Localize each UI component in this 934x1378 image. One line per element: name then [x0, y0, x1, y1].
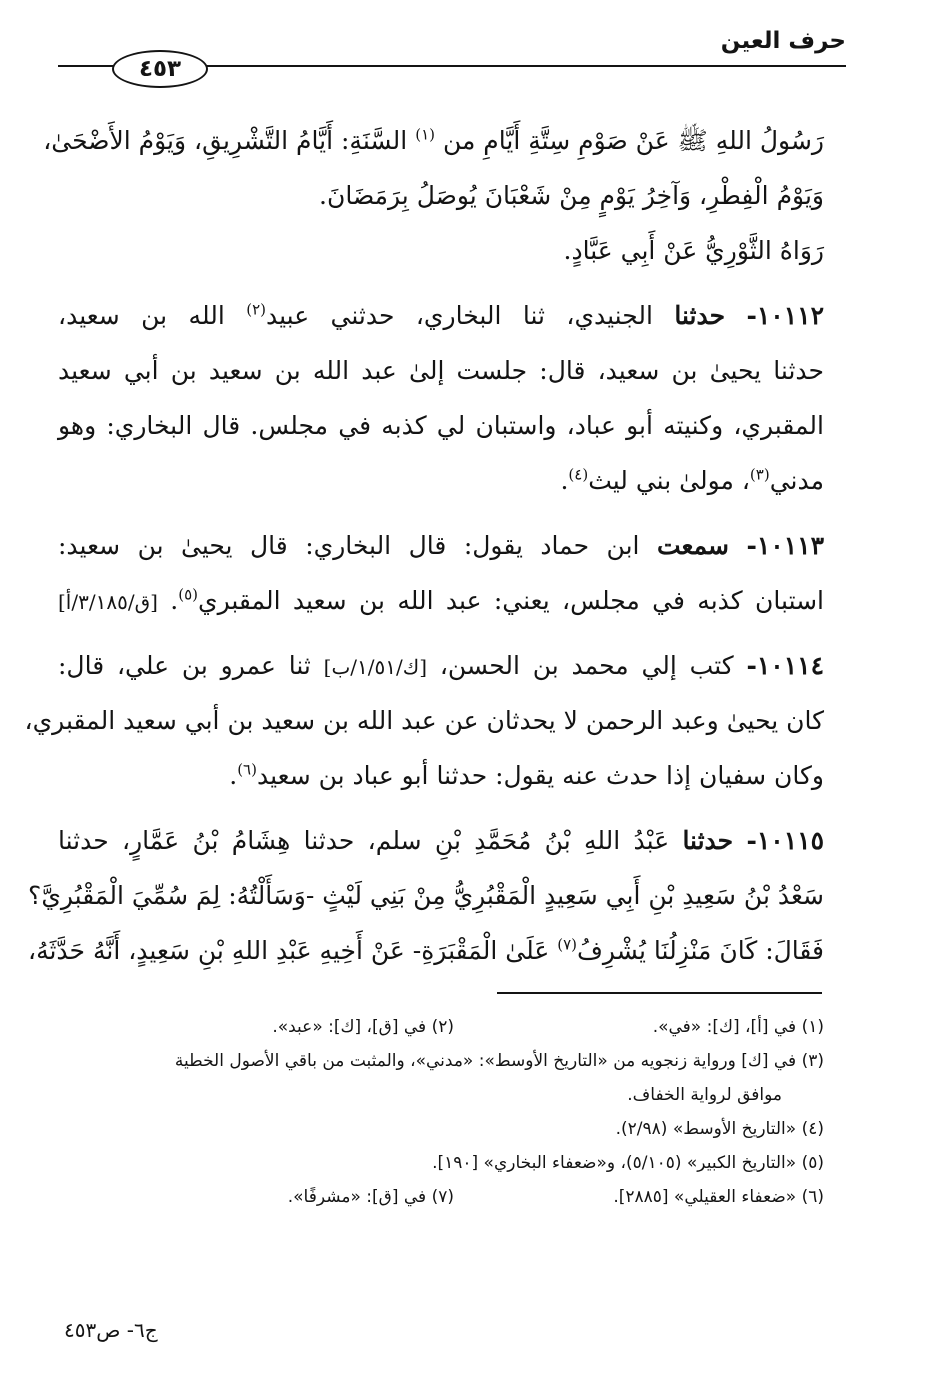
text-run: فَقَالَ: كَانَ مَنْزِلُنَا يُشْرِفُ [577, 936, 824, 965]
hadith-number: ١٠١١٤- [746, 651, 824, 680]
text-line [58, 343, 824, 398]
text-line [58, 638, 824, 693]
text-run: مدني [769, 466, 824, 495]
footnote-item: (٤) «التاريخ الأوسط» (٢/٩٨). [615, 1119, 824, 1139]
text-run: السَّنَةِ: أَيَّامُ التَّشْرِيقِ، وَيَوْمُ الأَضْحَىٰ، [43, 126, 408, 155]
text-run: المقبري، وكنيته أبو عباد، واستبان لي كذبه في مجلس. قال البخاري: وهو [58, 411, 824, 440]
text-run: وكان سفيان إذا حدث عنه يقول: حدثنا أبو عباد بن سعيد [256, 761, 824, 790]
text-run: رَوَاهُ الثَّوْرِيُّ عَنْ أَبِي عَبَّادٍ. [563, 236, 824, 265]
footnote-item: (٦) «ضعفاء العقيلي» [٢٨٨٥]. [613, 1187, 824, 1207]
text-line [58, 748, 824, 803]
text-line [58, 518, 824, 573]
text-run: كتب إلي محمد بن الحسن، [439, 651, 734, 680]
text-run: . [170, 586, 179, 615]
text-run: سَعْدُ بْنُ سَعِيدِ بْنِ أَبِي سَعِيدٍ الْمَقْبُرِيُّ مِنْ بَنِي لَيْثٍ -وَسَأَلْتُهُ: لِمَ سُمِّيَ الْمَقْبُرِيَّ؟ [28, 881, 824, 910]
text-line [28, 868, 824, 923]
text-run: حدثنا يحيىٰ بن سعيد، قال: جلست إلىٰ عبد الله بن سعيد بن أبي سعيد [58, 356, 824, 385]
footnote-marker: (٧) [557, 935, 577, 954]
footnote-line [58, 1044, 824, 1078]
text-run: استبان كذبه في مجلس، يعني: عبد الله بن سعيد المقبري [198, 586, 825, 615]
narration-keyword: سمعت [656, 531, 729, 560]
footnote-line [58, 1146, 824, 1180]
narration-keyword: حدثنا [682, 826, 734, 855]
footnote-marker: (٥) [178, 585, 198, 604]
text-line [58, 813, 824, 868]
hadith-number: ١٠١١٣- [746, 531, 824, 560]
footnotes [58, 1010, 824, 1214]
footnote-item: (٢) في [ق]، [ك]: «عبد». [272, 1017, 454, 1037]
text-run: ، مولىٰ بني ليث [588, 466, 750, 495]
text-line [28, 923, 824, 978]
text-line [58, 288, 824, 343]
text-run: كان يحيىٰ وعبد الرحمن لا يحدثان عن عبد الله بن سعيد بن أبي سعيد المقبري، [24, 706, 824, 735]
footnote-marker: (٣) [749, 465, 770, 484]
chapter-title: حرف العين [720, 28, 846, 54]
footnote-line [58, 1078, 824, 1112]
text-line [24, 693, 824, 748]
text-run: ثنا عمرو بن علي، قال: [58, 651, 311, 680]
text-line [58, 453, 824, 508]
text-line [58, 168, 824, 223]
footnote-marker: (١) [415, 125, 435, 144]
page-number: ٤٥٣ [112, 50, 208, 88]
main-text [24, 113, 825, 978]
footnote-item: (٣) في [ك] ورواية زنجويه من «التاريخ الأوسط»: «مدني»، والمثبت من باقي الأصول الخطية [174, 1051, 824, 1071]
footnote-marker: (٤) [568, 465, 589, 484]
footnote-marker: (٦) [237, 760, 257, 779]
footnote-item: (٧) في [ق]: «مشرفًا». [287, 1187, 454, 1207]
text-run: وَيَوْمُ الْفِطْرِ، وَآخِرُ يَوْمٍ مِنْ شَعْبَانَ يُوصَلُ بِرَمَضَانَ. [319, 181, 824, 210]
text-run: الله بن سعيد، [58, 301, 225, 330]
text-line [58, 573, 824, 628]
manuscript-ref: [ق/٣/١٨٥/أ] [58, 590, 158, 614]
text-line [58, 223, 824, 278]
text-run: ابن حماد يقول: قال البخاري: قال يحيىٰ بن سعيد: [58, 531, 640, 560]
footnote-marker: (٢) [246, 300, 266, 319]
text-line [58, 398, 824, 453]
text-run: رَسُولُ اللهِ ﷺ عَنْ صَوْمِ سِتَّةِ أَيَّامِ من [442, 126, 824, 155]
footnote-item: (٥) «التاريخ الكبير» (٥/١٠٥)، و«ضعفاء البخاري» [١٩٠]. [432, 1153, 824, 1173]
text-run: . [229, 761, 238, 790]
text-run: عَبْدُ اللهِ بْنُ مُحَمَّدِ بْنِ سلم، حدثنا هِشَامُ بْنُ عَمَّارٍ، حدثنا [58, 826, 670, 855]
footnote-line [58, 1010, 824, 1044]
text-run: الجنيدي، ثنا البخاري، حدثني عبيد [266, 301, 653, 330]
volume-page-ref: ج٦- ص٤٥٣ [64, 1318, 158, 1342]
hadith-number: ١٠١١٥- [746, 826, 824, 855]
text-run: عَلَىٰ الْمَقْبَرَةِ- عَنْ أَخِيهِ عَبْدِ اللهِ بْنِ سَعِيدٍ، أَنَّهُ حَدَّثَهُ، [28, 936, 550, 965]
footnote-separator [497, 992, 822, 994]
text-run: . [560, 466, 569, 495]
text-line [43, 113, 824, 168]
narration-keyword: حدثنا [674, 301, 726, 330]
hadith-number: ١٠١١٢- [746, 301, 825, 330]
footnote-line [58, 1112, 824, 1146]
footnote-item: موافق لرواية الخفاف. [627, 1085, 782, 1105]
manuscript-ref: [ك/١/٥١/ب] [323, 655, 428, 679]
footnote-item: (١) في [أ]، [ك]: «في». [652, 1017, 824, 1037]
footnote-line [58, 1180, 824, 1214]
